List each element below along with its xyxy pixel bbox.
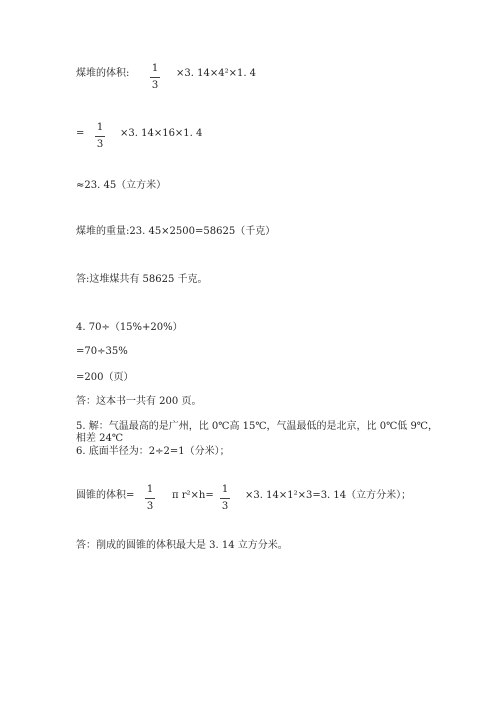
problem-6-radius: 6. 底面半径为：2÷2=1（分米）； (76, 446, 230, 457)
problem-4-expression: 4. 70÷（15%+20%） (76, 322, 183, 333)
fraction-denominator: 3 (151, 80, 159, 91)
answer-4: 答：这本书一共有 200 页。 (76, 396, 202, 407)
equals-sign: = (76, 128, 85, 139)
fraction-bar (220, 498, 230, 499)
volume-expression-2: ×3. 14×16×1. 4 (120, 128, 203, 139)
volume-expression: ×3. 14×4²×1. 4 (176, 68, 257, 79)
fraction-denominator: 3 (96, 139, 104, 150)
cone-volume-expression: ×3. 14×1²×3=3. 14（立方分米）； (245, 490, 412, 501)
fraction-numerator: 1 (151, 63, 159, 74)
fraction-denominator: 3 (221, 501, 229, 512)
weight-calculation: 煤堆的重量:23. 45×2500=58625（千克） (76, 226, 276, 237)
answer-6: 答：削成的圆锥的体积最大是 3. 14 立方分米。 (76, 540, 288, 551)
fraction-numerator: 1 (96, 122, 104, 133)
problem-4-result: =200（页） (76, 372, 134, 383)
fraction-denominator: 3 (146, 501, 154, 512)
fraction-bar (150, 77, 160, 78)
fraction-one-third (95, 123, 105, 150)
fraction-one-third (220, 485, 230, 512)
cone-volume-formula: π r²×h= (172, 490, 214, 501)
fraction-one-third (150, 64, 160, 91)
problem-4-step: =70÷35% (76, 346, 128, 357)
volume-result: ≈23. 45（立方米） (76, 180, 167, 191)
volume-label: 煤堆的体积: (76, 68, 130, 79)
fraction-bar (95, 136, 105, 137)
problem-5-solution: 5. 解：气温最高的是广州，比 0℃高 15℃，气温最低的是北京，比 0℃低 9℃， (76, 421, 438, 432)
answer-3: 答:这堆煤共有 58625 千克。 (76, 274, 208, 285)
fraction-one-third (145, 485, 155, 512)
cone-volume-label: 圆锥的体积= (76, 490, 135, 501)
fraction-bar (145, 498, 155, 499)
problem-5-difference: 相差 24℃ (76, 433, 124, 444)
fraction-numerator: 1 (221, 484, 229, 495)
fraction-numerator: 1 (146, 484, 154, 495)
